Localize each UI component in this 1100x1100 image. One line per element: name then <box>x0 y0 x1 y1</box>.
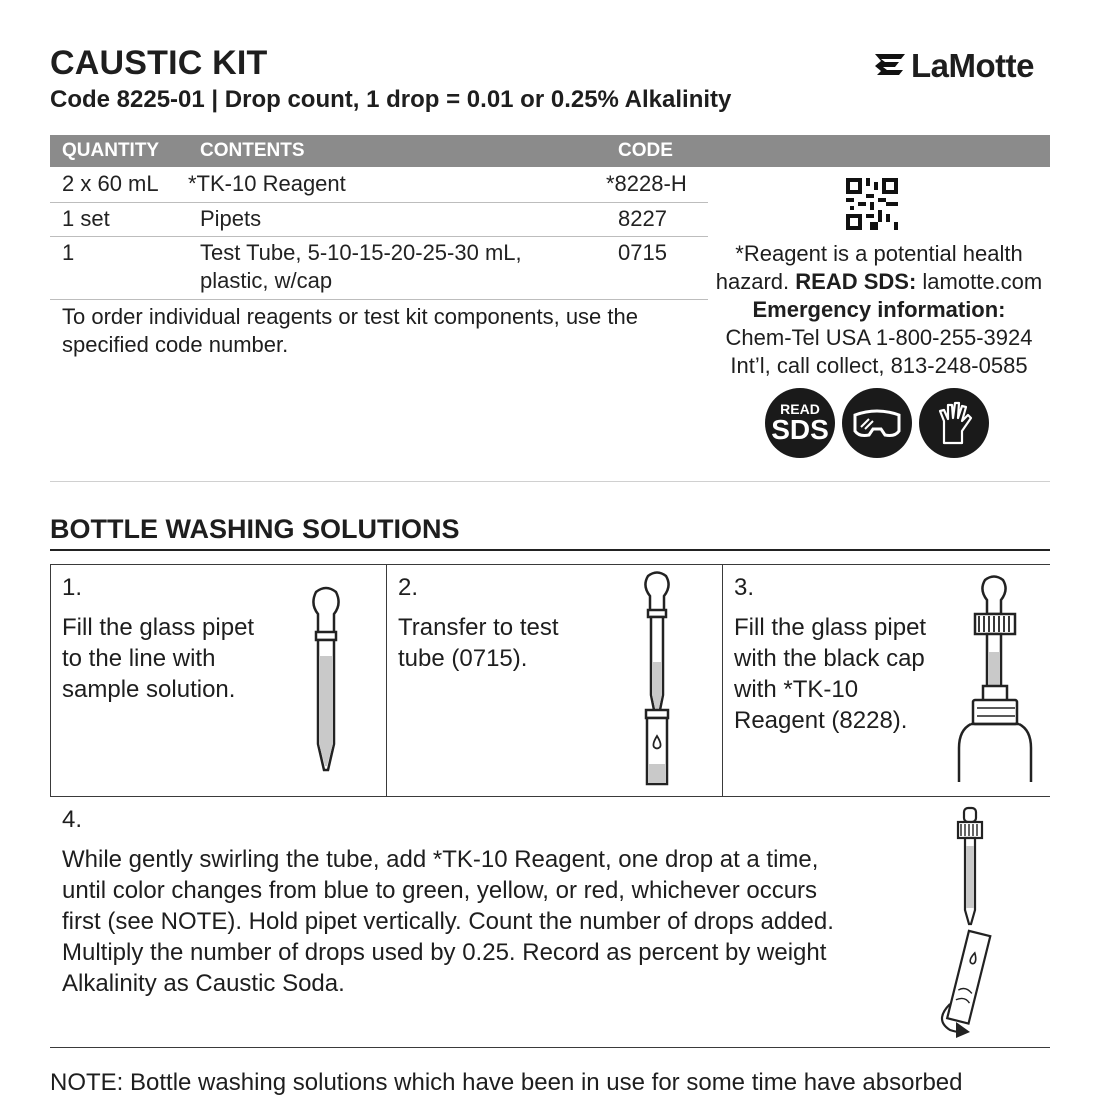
step-3-number: 3. <box>734 574 755 601</box>
row2-contents: Pipets <box>200 206 262 231</box>
emergency-label: Emergency information: <box>752 297 1006 322</box>
intl-phone: Int’l, call collect, 813-248-0585 <box>730 353 1028 378</box>
header-contents: CONTENTS <box>200 140 305 161</box>
hazard-line2-pre: hazard. <box>715 269 790 294</box>
hazard-line2 <box>705 268 1053 296</box>
contents-table-header <box>50 135 1050 167</box>
hazard-info <box>705 240 1053 380</box>
lamotte-logo-icon <box>873 51 907 81</box>
step-3-text: Fill the glass pipet with the black cap with *TK-10 Reagent (8228). <box>734 614 927 734</box>
row1-code: *8228-H <box>606 171 687 196</box>
chemtel-phone: Chem-Tel USA 1-800-255-3924 <box>725 325 1033 350</box>
header-quantity: QUANTITY <box>62 140 160 161</box>
read-sds-label: READ SDS: <box>795 269 917 294</box>
read-sds-icon-sds: SDS <box>771 414 829 445</box>
hazard-line1: *Reagent is a potential health <box>735 241 1023 266</box>
header-code: CODE <box>618 140 673 161</box>
logo-text: LaMotte <box>911 47 1034 84</box>
sds-website[interactable]: lamotte.com <box>922 269 1043 294</box>
gloves-icon <box>919 388 989 458</box>
row-divider <box>50 299 708 300</box>
row3-contents: Test Tube, 5-10-15-20-25-30 mL, plastic, w/cap <box>200 240 522 293</box>
glass-pipet-icon <box>300 584 352 776</box>
row-divider <box>50 202 708 203</box>
step-1-number: 1. <box>62 574 83 601</box>
step-2-number: 2. <box>398 574 419 601</box>
row3-quantity: 1 <box>62 240 75 265</box>
pipet-in-bottle-icon <box>955 572 1037 784</box>
kit-subtitle: Code 8225-01 | Drop count, 1 drop = 0.01 or 0.25% Alkalinity <box>50 86 732 113</box>
section-rule <box>50 549 1050 551</box>
section-divider <box>50 481 1050 482</box>
step-4-text: While gently swirling the tube, add *TK-10 Reagent, one drop at a time, until color changes from blue to green, yellow, or red, whichever occurs first (see NOTE). Hold pipet vertically. Count the number of drops added. Multiply the number of drops used by 0.25. Record as percent by weight Alkalinity as Caustic Soda. <box>62 846 834 997</box>
order-note: To order individual reagents or test kit components, use the specified code number. <box>62 304 638 357</box>
row2-quantity: 1 set <box>62 206 110 231</box>
qr-code-icon <box>846 178 898 230</box>
step-2-text: Transfer to test tube (0715). <box>398 614 559 672</box>
row-divider <box>50 236 708 237</box>
read-sds-icon <box>765 388 835 458</box>
lamotte-logo <box>873 48 1034 84</box>
section-title: BOTTLE WASHING SOLUTIONS <box>50 514 460 544</box>
pipet-and-test-tube-icon <box>630 570 684 788</box>
row2-code: 8227 <box>618 206 667 231</box>
step-1-text: Fill the glass pipet to the line with sample solution. <box>62 614 255 703</box>
swirl-tube-with-dropper-icon <box>920 806 1000 1042</box>
step-4-number: 4. <box>62 806 83 833</box>
row1-contents: *TK-10 Reagent <box>188 171 346 196</box>
safety-goggles-icon <box>842 388 912 458</box>
footer-note: NOTE: Bottle washing solutions which have been in use for some time have absorbed <box>50 1069 963 1096</box>
row1-quantity: 2 x 60 mL <box>62 171 159 196</box>
read-sds-icon-read: READ <box>780 401 820 417</box>
kit-title: CAUSTIC KIT <box>50 44 268 82</box>
row3-code: 0715 <box>618 240 667 265</box>
